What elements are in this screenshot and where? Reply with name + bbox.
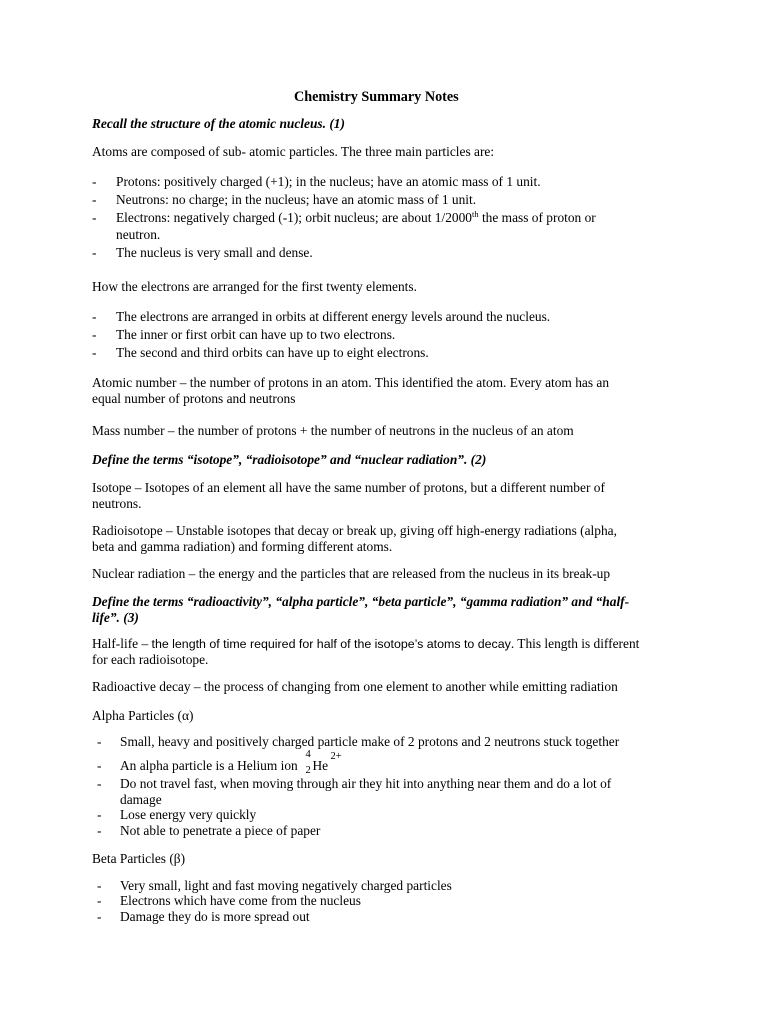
bullet-dash: - <box>97 893 102 908</box>
bullet-dash: - <box>97 734 102 749</box>
half-life-definition-line-2: for each radioisotope. <box>92 652 209 667</box>
list-item-nucleus: The nucleus is very small and dense. <box>116 245 313 260</box>
section-heading-isotope: Define the terms “isotope”, “radioisotope” and “nuclear radiation”. (2) <box>92 452 487 467</box>
atomic-number-line-1: Atomic number – the number of protons in an atom. This identified the atom. Every atom has an <box>92 375 610 390</box>
bullet-dash: - <box>92 327 97 342</box>
list-item-electrons: Electrons: negatively charged (-1); orbit nucleus; are about 1/2000th the mass of proton or <box>116 209 596 225</box>
bullet-dash: - <box>92 192 97 207</box>
radioisotope-definition-line-2: beta and gamma radiation) and forming different atoms. <box>92 539 393 554</box>
list-item-orbits: The electrons are arranged in orbits at different energy levels around the nucleus. <box>116 309 551 324</box>
list-item-alpha-speed-cont: damage <box>120 792 162 807</box>
bullet-dash: - <box>92 345 97 360</box>
bullet-dash: - <box>92 174 97 189</box>
nuclear-radiation-definition: Nuclear radiation – the energy and the particles that are released from the nucleus in its break-up <box>92 566 611 581</box>
section-heading-nucleus: Recall the structure of the atomic nucleus. (1) <box>92 116 345 131</box>
list-item-first-orbit: The inner or first orbit can have up to two electrons. <box>116 327 396 342</box>
bullet-dash: - <box>97 823 102 838</box>
radioactive-decay-definition: Radioactive decay – the process of changing from one element to another while emitting radiation <box>92 679 618 694</box>
electron-arrangement-intro: How the electrons are arranged for the first twenty elements. <box>92 279 417 294</box>
list-item-neutrons: Neutrons: no charge; in the nucleus; have an atomic mass of 1 unit. <box>116 192 477 207</box>
bullet-dash: - <box>97 909 102 924</box>
helium-ion-notation: 4 2 He 2+ <box>305 749 342 776</box>
section-heading-radioactivity-line-1: Define the terms “radioactivity”, “alpha particle”, “beta particle”, “gamma radiation” and “half- <box>92 594 630 609</box>
bullet-dash: - <box>97 776 102 791</box>
list-item-alpha-composition: Small, heavy and positively charged particle make of 2 protons and 2 neutrons stuck together <box>120 734 620 749</box>
list-item-alpha-penetration: Not able to penetrate a piece of paper <box>120 823 321 838</box>
mass-number-definition: Mass number – the number of protons + the number of neutrons in the nucleus of an atom <box>92 423 574 438</box>
isotope-definition-line-1: Isotope – Isotopes of an element all have the same number of protons, but a different number of <box>92 480 605 495</box>
document-title: Chemistry Summary Notes <box>294 89 459 105</box>
list-item-beta-properties: Very small, light and fast moving negatively charged particles <box>120 878 452 893</box>
radioisotope-definition-line-1: Radioisotope – Unstable isotopes that decay or break up, giving off high-energy radiations (alpha, <box>92 523 617 538</box>
bullet-dash: - <box>97 758 102 773</box>
bullet-dash: - <box>97 878 102 893</box>
half-life-definition-line-1: Half-life – the length of time required for half of the isotope’s atoms to decay. This length is different <box>92 636 640 651</box>
bullet-dash: - <box>92 210 97 225</box>
bullet-dash: - <box>92 245 97 260</box>
bullet-dash: - <box>97 807 102 822</box>
section-heading-radioactivity-line-2: life”. (3) <box>92 610 139 625</box>
isotope-definition-line-2: neutrons. <box>92 496 142 511</box>
list-item-alpha-helium: An alpha particle is a Helium ion 4 2 He 2+ <box>120 749 342 776</box>
list-item-electrons-cont: neutron. <box>116 227 161 242</box>
atomic-number-line-2: equal number of protons and neutrons <box>92 391 296 406</box>
list-item-beta-damage: Damage they do is more spread out <box>120 909 310 924</box>
list-item-alpha-speed: Do not travel fast, when moving through air they hit into anything near them and do a lot of <box>120 776 612 791</box>
alpha-particles-heading: Alpha Particles (α) <box>92 708 194 723</box>
list-item-alpha-energy: Lose energy very quickly <box>120 807 257 822</box>
list-item-second-third-orbit: The second and third orbits can have up to eight electrons. <box>116 345 429 360</box>
list-item-protons: Protons: positively charged (+1); in the nucleus; have an atomic mass of 1 unit. <box>116 174 541 189</box>
beta-particles-heading: Beta Particles (β) <box>92 851 186 866</box>
bullet-dash: - <box>92 309 97 324</box>
list-item-beta-origin: Electrons which have come from the nucleus <box>120 893 361 908</box>
intro-paragraph: Atoms are composed of sub- atomic particles. The three main particles are: <box>92 144 495 159</box>
